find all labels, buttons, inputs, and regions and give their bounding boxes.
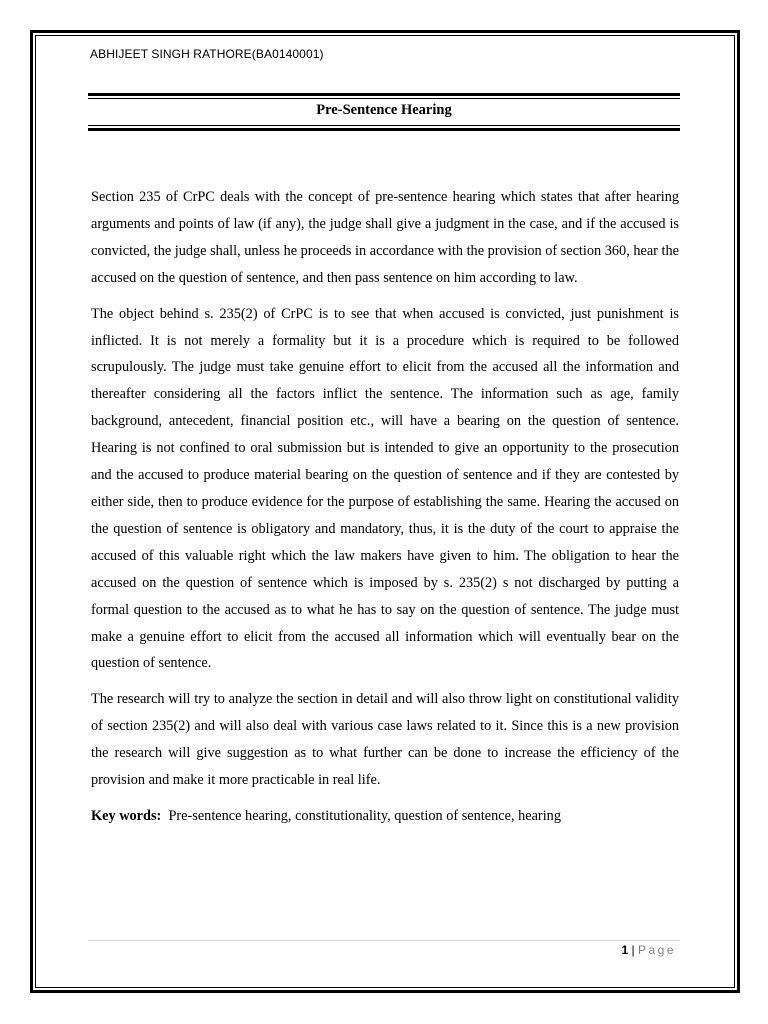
- keywords-line: [91, 803, 679, 830]
- title-rule-bottom-thin: [88, 125, 680, 126]
- page-separator: |: [631, 943, 635, 957]
- document-body: [91, 184, 679, 839]
- title-rule-top-thin: [88, 98, 680, 99]
- page-footer: [621, 943, 676, 957]
- page-number: 1: [621, 943, 629, 957]
- paragraph: Section 235 of CrPC deals with the concept of pre-sentence hearing which states that after hearing arguments and points of law (if any), the judge shall give a judgment in the case, and if the accused is convicted, the judge shall, unless he proceeds in accordance with the provision of section 360, hear the accused on the question of sentence, and then pass sentence on him according to law.: [91, 189, 679, 286]
- keywords-text: Pre-sentence hearing, constitutionality, question of sentence, hearing: [168, 807, 561, 824]
- footer-divider: [88, 940, 680, 941]
- title-rule-top-thick: [88, 93, 680, 96]
- title-rule-bottom-thick: [88, 128, 680, 131]
- page-label: Page: [637, 943, 676, 957]
- paragraph: The object behind s. 235(2) of CrPC is to see that when accused is convicted, just punishment is inflicted. It is not merely a formality but it is a procedure which is required to be followed scrupulously. The judge must take genuine effort to elicit from the accused all the information and thereafter considering all the factors inflict the sentence. The information such as age, family background, antecedent, financial position etc., will have a bearing on the question of sentence. Hearing is not confined to oral submission but is intended to give an opportunity to the prosecution and the accused to produce material bearing on the question of sentence and if they are contested by either side, then to produce evidence for the purpose of establishing the same. Hearing the accused on the question of sentence is obligatory and mandatory, thus, it is the duty of the court to appraise the accused of this valuable right which the law makers have given to him. The obligation to hear the accused on the question of sentence which is imposed by s. 235(2) s not discharged by putting a formal question to the accused as to what he has to say on the question of sentence. The judge must make a genuine effort to elicit from the accused all information which will eventually bear on the question of sentence.: [91, 305, 679, 672]
- paragraph: The research will try to analyze the section in detail and will also throw light on constitutional validity of section 235(2) and will also deal with various case laws related to it. Since this is a new provision the research will give suggestion as to what further can be done to increase the efficiency of the provision and make it more practicable in real life.: [91, 691, 679, 789]
- document-title: Pre-Sentence Hearing: [316, 102, 452, 118]
- author-header: ABHIJEET SINGH RATHORE(BA0140001): [90, 47, 324, 61]
- keywords-label: Key words:: [91, 807, 162, 824]
